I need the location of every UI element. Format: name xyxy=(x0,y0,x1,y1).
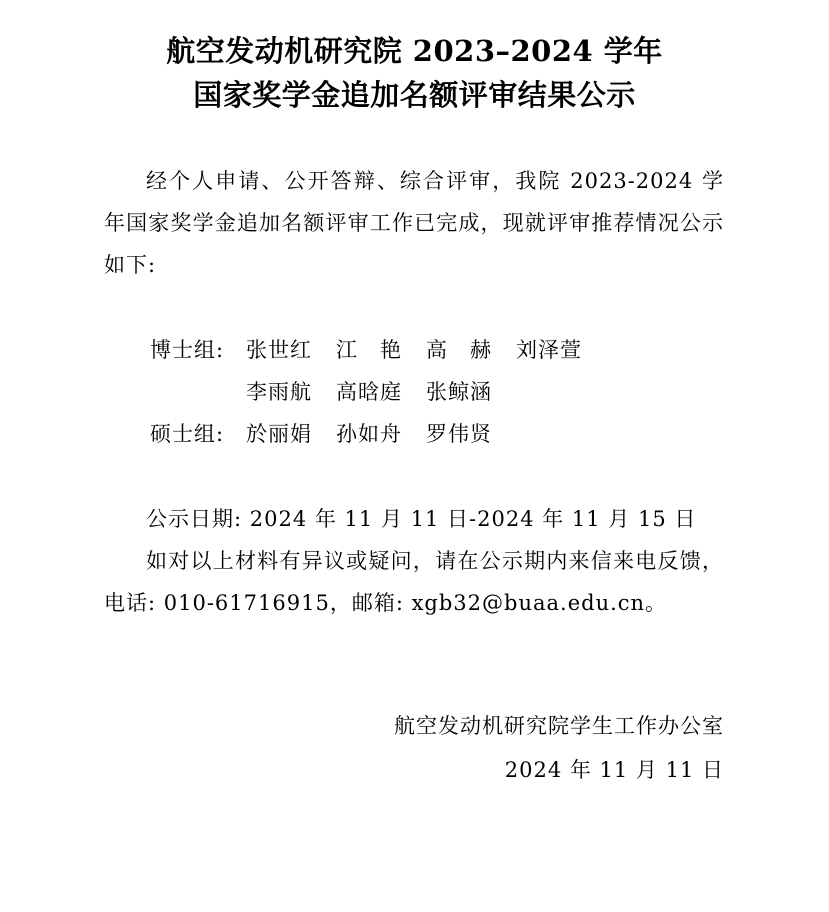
phd-name: 江 艳 xyxy=(336,338,402,362)
phd-name: 高晗庭 xyxy=(336,380,402,404)
signature-date: 2024 年 11 月 11 日 xyxy=(504,758,724,782)
title-line-2: 国家奖学金追加名额评审结果公示 xyxy=(193,78,636,112)
title-line-1: 航空发动机研究院 2023–2024 学年 xyxy=(166,34,663,68)
intro-paragraph: 经个人申请、公开答辩、综合评审，我院 2023-2024 学年国家奖学金追加名额评审工作已完成，现就评审推荐情况公示如下: xyxy=(104,169,724,277)
publicity-dates: 公示日期: 2024 年 11 月 11 日-2024 年 11 月 15 日 xyxy=(146,507,697,531)
master-row xyxy=(150,414,516,454)
master-name: 於丽娟 xyxy=(246,422,312,446)
award-list xyxy=(150,330,750,470)
master-group-label: 硕士组: xyxy=(150,422,225,446)
contact-info: 如对以上材料有异议或疑问，请在公示期内来信来电反馈，电话: 010-61716915，邮箱: xgb32@buaa.edu.cn。 xyxy=(104,549,724,615)
master-name: 罗伟贤 xyxy=(426,422,492,446)
phd-row-2 xyxy=(150,372,516,412)
phd-name: 高 赫 xyxy=(426,338,492,362)
phd-group-label: 博士组: xyxy=(150,338,225,362)
phd-name: 张鲸涵 xyxy=(426,380,492,404)
phd-row-1 xyxy=(150,330,606,370)
phd-name: 刘泽萱 xyxy=(516,338,582,362)
phd-name: 张世红 xyxy=(246,338,312,362)
master-name: 孙如舟 xyxy=(336,422,402,446)
signature-office: 航空发动机研究院学生工作办公室 xyxy=(394,714,724,738)
phd-name: 李雨航 xyxy=(246,380,312,404)
